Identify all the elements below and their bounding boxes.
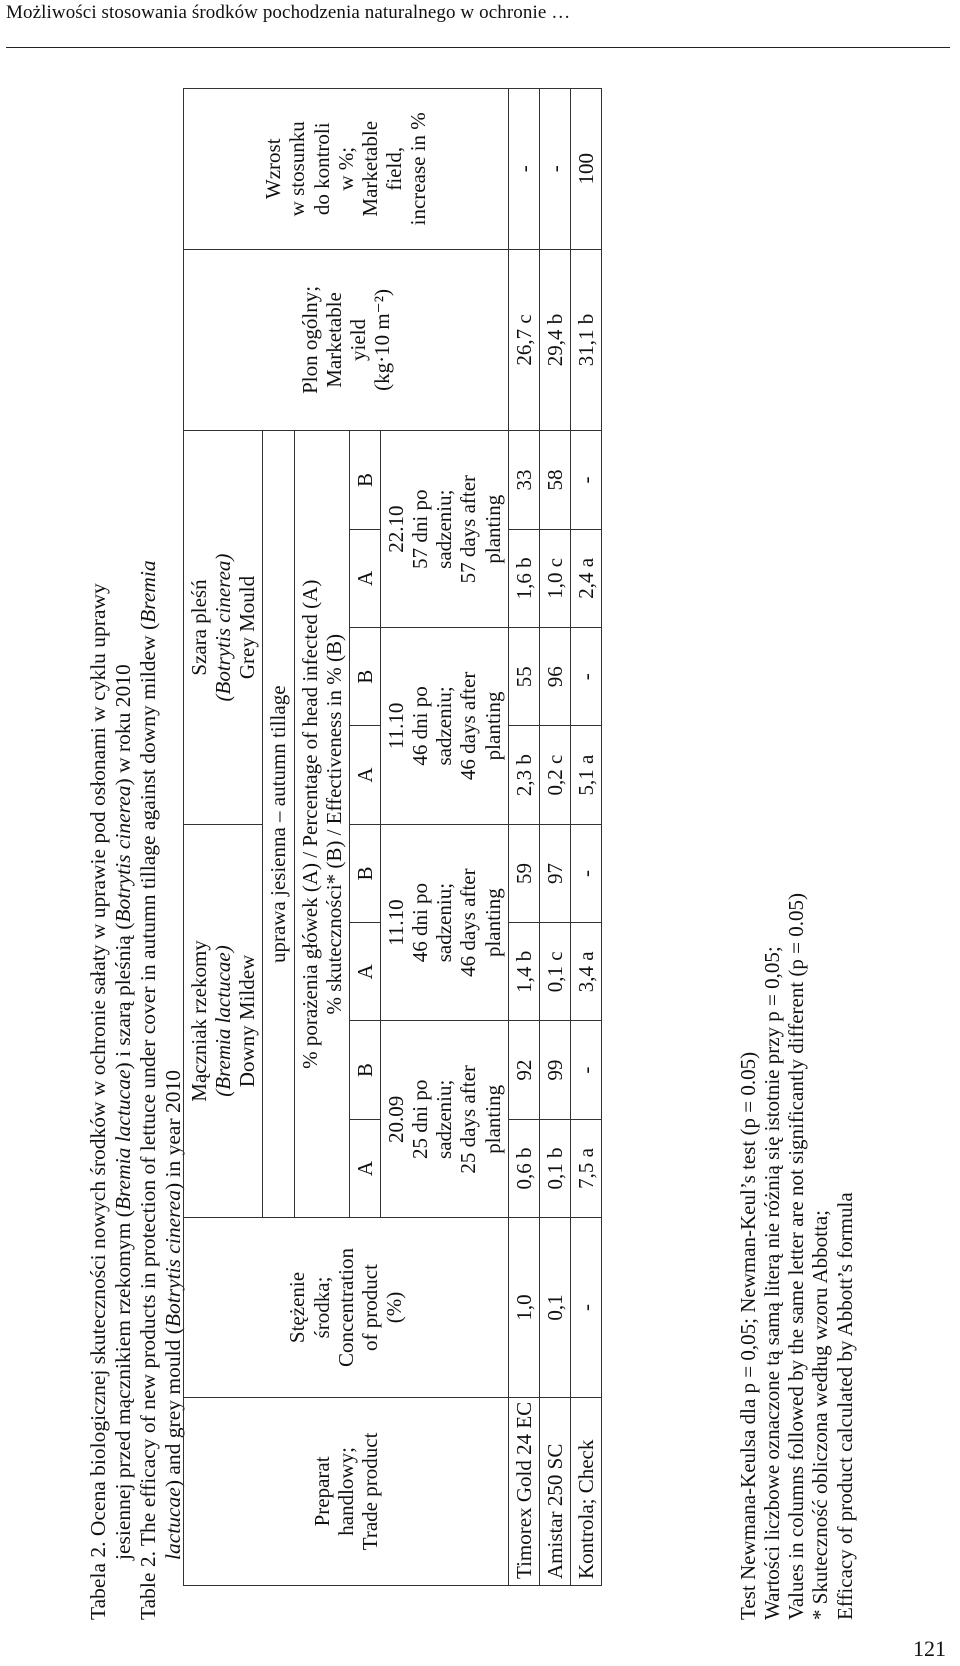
cell-value: 7,5 a [570,1119,601,1217]
cell-value: 5,1 a [570,726,601,824]
cell-increase: 100 [570,89,601,250]
caption-pl-line2: jesiennej przed mącznikiem rzekomym (Bremia lactucae) i szarą pleśnią (Botrytis cinerea) w roku 2010 [110,664,135,1560]
cell-value: 1,4 b [508,923,539,1021]
cell-yield: 26,7 c [508,249,539,431]
caption-pl-line1: Tabela 2. Ocena biologicznej skuteczności nowych środków w ochronie sałaty w uprawie pod osłonami w cyklu uprawy [86,583,110,1620]
note-line: Values in columns followed by the same letter are not significantly different (p = 0.05) [784,892,809,1620]
cell-value: 0,2 c [539,726,570,824]
note-line: Wartości liczbowe oznaczone tą samą literą nie różnią się istotnie przy p = 0,05; [760,946,785,1620]
header-yield: Plon ogólny; Marketable yield (kg·10 m⁻²) [184,249,509,431]
note-line: Test Newmana-Keulsa dla p = 0,05; Newman-Keul’s test (p = 0.05) [736,1051,760,1620]
header-date-1: 20.09 25 dni po sadzeniu; 25 days after planting [380,1021,508,1218]
cell-value: 58 [539,431,570,529]
table-row [570,89,601,1586]
cell-value: 96 [539,628,570,726]
cell-concentration: 0,1 [539,1218,570,1398]
header-measure: % porażenia główek (A) / Percentage of head infected (A) % skuteczności* (B) / Effectiveness in % (B) [294,431,349,1218]
cell-value: 1,6 b [508,529,539,627]
latin-name: lactucae [160,1487,185,1560]
header-col-b: B [349,1021,380,1119]
header-date-2: 11.10 46 dni po sadzeniu; 46 days after planting [380,824,508,1021]
cell-value: 3,4 a [570,923,601,1021]
cell-value: 59 [508,824,539,922]
caption-en-line2: lactucae) and grey mould (Botrytis cinerea) in year 2010 [160,1070,185,1560]
cell-value: 0,1 c [539,923,570,1021]
table-notes [736,60,857,1620]
cell-value: - [570,1021,601,1119]
cell-value: - [570,824,601,922]
latin-name: Botrytis cinerea [110,785,135,923]
header-tillage: uprawa jesienna – autumn tillage [263,431,294,1218]
cell-value: 55 [508,628,539,726]
cell-value: 99 [539,1021,570,1119]
header-date-4: 22.10 57 dni po sadzeniu; 57 days after planting [380,431,508,628]
header-col-b: B [349,628,380,726]
cell-value: - [570,431,601,529]
cell-value: 2,3 b [508,726,539,824]
header-product: Preparat handlowy; Trade product [184,1397,509,1585]
cell-value: 33 [508,431,539,529]
latin-name: Botrytis cinerea [160,1190,185,1328]
efficacy-table [183,88,602,1586]
caption-en-line1: Table 2. The efficacy of new products in protection of lettuce under cover in autumn tillage against downy mildew (Bremia [135,560,160,1620]
header-col-b: B [349,431,380,529]
cell-increase: - [508,89,539,250]
cell-concentration: 1,0 [508,1218,539,1398]
cell-product: Kontrola; Check [570,1397,601,1585]
cell-yield: 29,4 b [539,249,570,431]
cell-value: - [570,628,601,726]
header-col-a: A [349,726,380,824]
cell-value: 1,0 c [539,529,570,627]
latin-name: Bremia lactucae [110,1069,135,1211]
cell-increase: - [539,89,570,250]
header-col-a: A [349,923,380,1021]
cell-product: Amistar 250 SC [539,1397,570,1585]
header-downy-mildew: Mączniak rzekomy (Bremia lactucae) Downy Mildew [184,824,263,1217]
rotated-table-page [40,20,860,1620]
table-row [539,89,570,1586]
header-col-a: A [349,1119,380,1217]
header-col-b: B [349,824,380,922]
cell-value: 0,1 b [539,1119,570,1217]
header-concentration: Stężenie środka; Concentration of product (%) [184,1218,509,1398]
table-row [508,89,539,1586]
table-caption [86,60,186,1620]
note-line: * Skuteczność obliczona według wzoru Abbotta; [808,1210,833,1620]
cell-value: 0,6 b [508,1119,539,1217]
running-title: Możliwości stosowania środków pochodzenia naturalnego w ochronie … [6,2,571,23]
page-number: 121 [913,1636,946,1661]
header-date-3: 11.10 46 dni po sadzeniu; 46 days after planting [380,628,508,825]
cell-value: 92 [508,1021,539,1119]
header-increase: Wzrost w stosunku do kontroli w %; Marketable field, increase in % [184,89,509,250]
note-line: Efficacy of product calculated by Abbott’s formula [832,1192,857,1620]
header-col-a: A [349,529,380,627]
header-grey-mould: Szara pleśń (Botrytis cinerea) Grey Mould [184,431,263,824]
cell-product: Timorex Gold 24 EC [508,1397,539,1585]
cell-yield: 31,1 b [570,249,601,431]
cell-value: 2,4 a [570,529,601,627]
cell-concentration: - [570,1218,601,1398]
cell-value: 97 [539,824,570,922]
latin-name: Bremia [135,560,160,623]
